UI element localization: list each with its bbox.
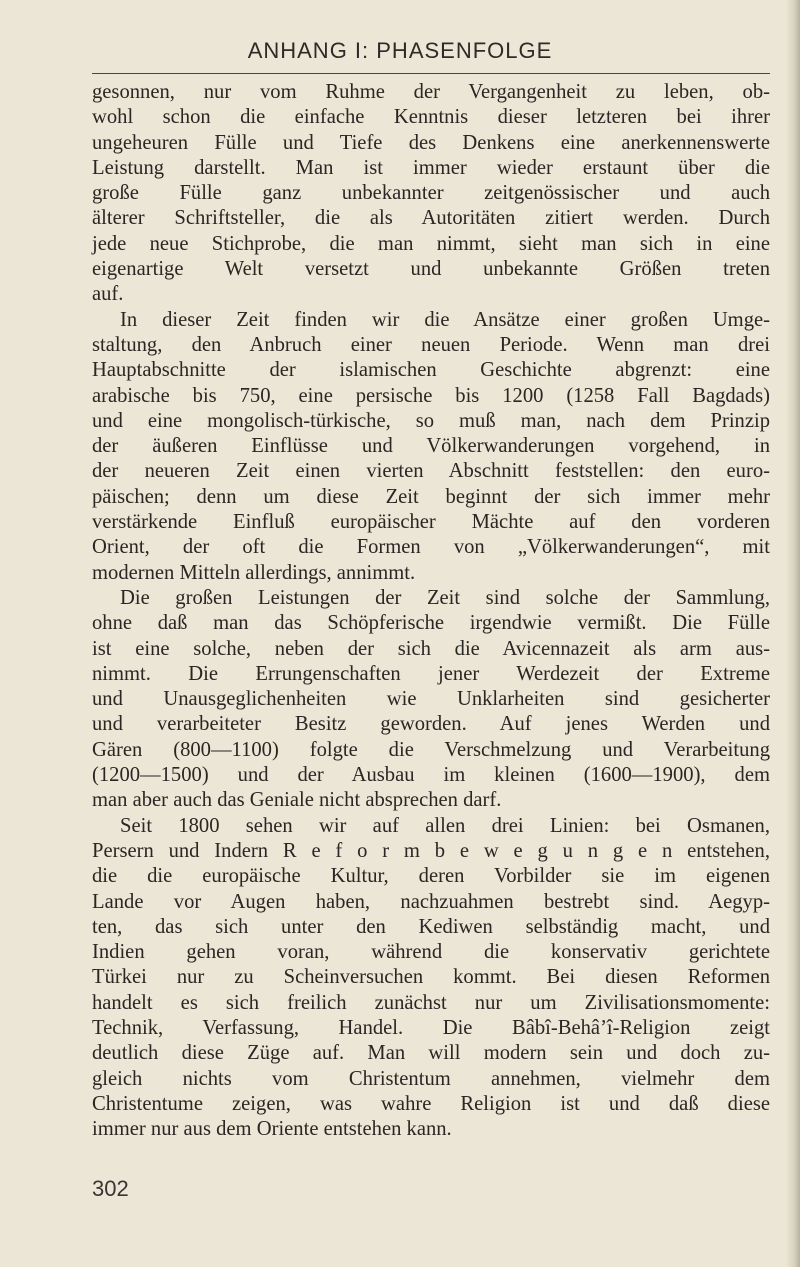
page-edge-shadow <box>786 0 800 1267</box>
text-line: Indien gehen voran, während die konservativ gerichtete <box>92 941 770 964</box>
text-line: Lande vor Augen haben, nachzuahmen bestrebt sind. Aegyp- <box>92 890 770 913</box>
text-line: ungeheuren Fülle und Tiefe des Denkens eine anerkennenswerte <box>92 131 770 154</box>
text-line: älterer Schriftsteller, die als Autoritäten zitiert werden. Durch <box>92 207 770 230</box>
text-line: die die europäische Kultur, deren Vorbilder sie im eigenen <box>92 865 770 888</box>
text-line: modernen Mitteln allerdings, annimmt. <box>92 561 416 584</box>
text-line: Hauptabschnitte der islamischen Geschichte abgrenzt: eine <box>92 359 770 382</box>
text-line: gleich nichts vom Christentum annehmen, vielmehr dem <box>92 1067 770 1090</box>
text-line: Leistung darstellt. Man ist immer wieder erstaunt über die <box>92 156 770 179</box>
header-rule <box>92 73 770 74</box>
text-line: Die großen Leistungen der Zeit sind solche der Sammlung, <box>120 586 770 609</box>
text-line: wohl schon die einfache Kenntnis dieser letzteren bei ihrer <box>92 106 770 129</box>
text-line: handelt es sich freilich zunächst nur um Zivilisationsmomente: <box>92 991 770 1014</box>
text-line: jede neue Stichprobe, die man nimmt, sieht man sich in eine <box>92 232 770 255</box>
text-line: Christentume zeigen, was wahre Religion ist und daß diese <box>92 1092 770 1115</box>
text-line: deutlich diese Züge auf. Man will modern sein und doch zu- <box>92 1042 770 1065</box>
running-head: ANHANG I: PHASENFOLGE <box>247 38 553 63</box>
text-line: arabische bis 750, eine persische bis 1200 (1258 Fall Bagdads) <box>92 384 770 407</box>
text-line: In dieser Zeit finden wir die Ansätze einer großen Umge- <box>120 308 770 331</box>
text-line: staltung, den Anbruch einer neuen Periode. Wenn man drei <box>92 333 770 356</box>
page-number: 302 <box>92 1176 129 1201</box>
text-line: (1200—1500) und der Ausbau im kleinen (1600—1900), dem <box>92 764 770 787</box>
text-line: Technik, Verfassung, Handel. Die Bâbî-Behâ’î-Religion zeigt <box>92 1016 770 1039</box>
text-line: Gären (800—1100) folgte die Verschmelzung und Verarbeitung <box>92 738 770 761</box>
text-line: Orient, der oft die Formen von „Völkerwanderungen“, mit <box>92 536 770 559</box>
text-line: große Fülle ganz unbekannter zeitgenössischer und auch <box>92 182 770 205</box>
text-line: immer nur aus dem Oriente entstehen kann. <box>92 1118 452 1141</box>
text-line: eigenartige Welt versetzt und unbekannte Größen treten <box>92 258 770 281</box>
body-text <box>92 80 770 1142</box>
text-line: Seit 1800 sehen wir auf allen drei Linien: bei Osmanen, <box>120 814 770 837</box>
text-line: Türkei nur zu Scheinversuchen kommt. Bei diesen Reformen <box>92 966 770 989</box>
text-line: der äußeren Einflüsse und Völkerwanderungen vorgehend, in <box>92 435 770 458</box>
text-line: ten, das sich unter den Kediwen selbständig macht, und <box>92 915 770 938</box>
text-line: auf. <box>92 283 124 306</box>
text-line: verstärkende Einfluß europäischer Mächte auf den vorderen <box>92 511 770 534</box>
text-line: ohne daß man das Schöpferische irgendwie vermißt. Die Fülle <box>92 612 770 635</box>
text-line: und verarbeiteter Besitz geworden. Auf jenes Werden und <box>92 713 770 736</box>
text-line: der neueren Zeit einen vierten Abschnitt feststellen: den euro- <box>92 460 770 483</box>
text-line: gesonnen, nur vom Ruhme der Vergangenheit zu leben, ob- <box>92 81 770 103</box>
text-line: man aber auch das Geniale nicht absprechen darf. <box>92 789 502 812</box>
text-line: nimmt. Die Errungenschaften jener Werdezeit der Extreme <box>92 662 770 685</box>
text-line: ist eine solche, neben der sich die Avicennazeit als arm aus- <box>92 637 770 660</box>
text-line: und eine mongolisch-türkische, so muß man, nach dem Prinzip <box>92 409 770 432</box>
text-line: und Unausgeglichenheiten wie Unklarheiten sind gesicherter <box>92 688 770 711</box>
text-line: Persern und Indern R e f o r m b e w e g u n g e n entstehen, <box>92 839 770 862</box>
text-line: päischen; denn um diese Zeit beginnt der sich immer mehr <box>92 485 770 508</box>
